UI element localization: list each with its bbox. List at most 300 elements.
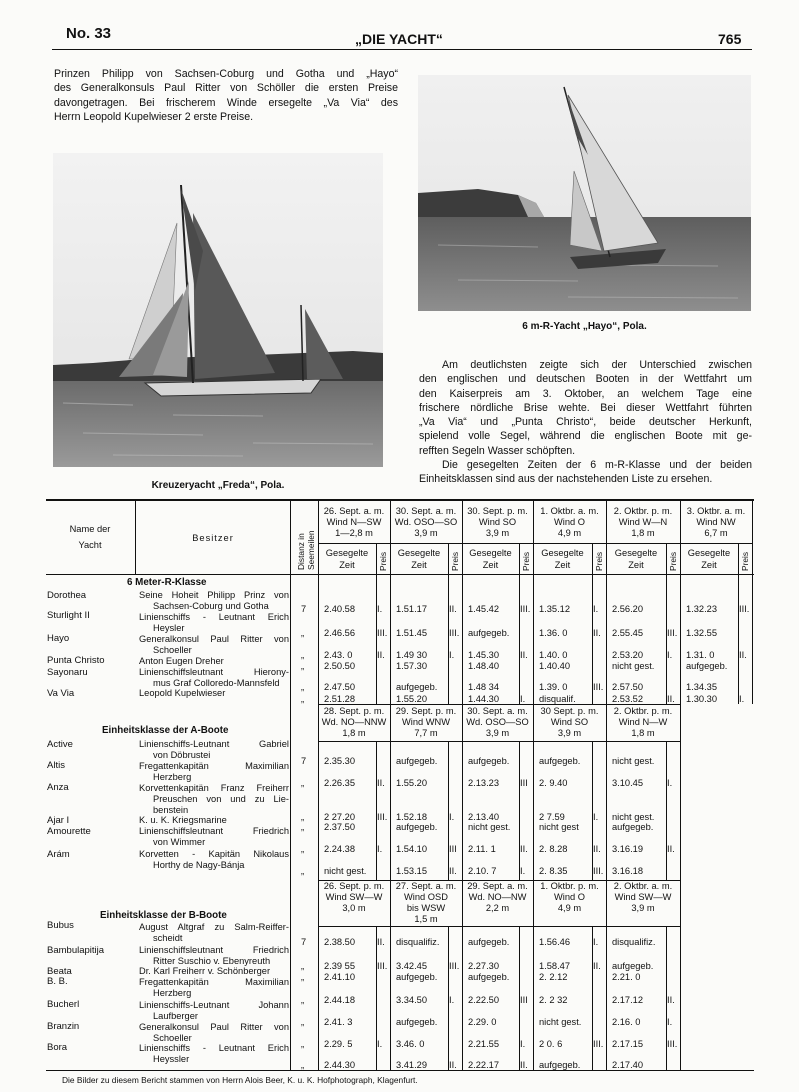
- time-value: 2.29. 0: [468, 1017, 497, 1027]
- table-bottom-rule: [46, 1070, 754, 1071]
- race-header-line: 3,9 m: [631, 903, 655, 913]
- yacht-name: Dorothea: [47, 590, 87, 601]
- prize-value: I.: [593, 604, 599, 614]
- race-header-line: Wind O: [554, 517, 585, 527]
- distance: 7: [301, 756, 307, 766]
- race-header-line: 3,9 m: [557, 728, 582, 738]
- owner: Linienschiffs-Leutnant Gabriel von Döbrustei: [139, 739, 289, 760]
- prize-divider: [592, 741, 593, 880]
- prize-divider: [448, 543, 449, 704]
- table-top-rule: [46, 499, 754, 501]
- race-header-line: 27. Sept. a. m.: [395, 881, 457, 891]
- distance: 7: [301, 604, 307, 614]
- time-value: 2. 8.35: [539, 866, 568, 876]
- distance-col-right: [318, 501, 319, 1070]
- race-header-line: 3,9 m: [485, 728, 510, 738]
- prize-value: III.: [593, 682, 604, 692]
- time-value: 1.30.30: [686, 694, 718, 704]
- table-vline: [680, 880, 681, 1070]
- time-value: 3.16.18: [612, 866, 644, 876]
- race-header: [390, 881, 462, 925]
- body-line: refften Segeln Wasser schöpften.: [419, 444, 576, 457]
- race-header-line: 1. Oktbr. a. m.: [540, 506, 599, 516]
- distance: „: [301, 1039, 305, 1049]
- time-value: aufgegeb.: [468, 756, 510, 766]
- intro-line: Prinzen Philipp von Sachsen-Coburg und Gotha und „Hayo“: [54, 68, 398, 80]
- time-value: aufgegeb.: [468, 628, 510, 638]
- race-header: [318, 881, 390, 914]
- race-header-line: Wind SO: [550, 717, 589, 727]
- time-value: disqualifiz.: [396, 937, 440, 947]
- time-value: 2.17.15: [612, 1039, 644, 1049]
- time-value: aufgegeb.: [468, 937, 510, 947]
- time-value: 1.54.10: [396, 844, 428, 854]
- time-value: 1.51.17: [396, 604, 428, 614]
- time-value: 3.42.45: [396, 961, 428, 971]
- time-value: 2. 8.28: [539, 844, 568, 854]
- time-value: 2.40.58: [324, 604, 356, 614]
- time-value: 2.39 55: [324, 961, 356, 971]
- time-value: aufgegeb.: [396, 682, 438, 692]
- time-value: 2.47.50: [324, 682, 356, 692]
- owner: Dr. Karl Freiherr v. Schönberger: [139, 966, 271, 976]
- time-value: disqualif.: [539, 694, 576, 704]
- prize-value: III: [520, 778, 528, 788]
- time-value: nicht gest.: [539, 1017, 582, 1027]
- distance: „: [301, 995, 305, 1005]
- race-header-line: 3. Oktbr. a. m.: [686, 506, 746, 516]
- race-header-line: Wind N—SW: [326, 517, 382, 527]
- table-vline: [680, 704, 681, 880]
- yacht-name: Branzin: [47, 1021, 80, 1032]
- race-header-line: Wd. NO—NNW: [321, 717, 387, 727]
- distance: „: [301, 682, 305, 692]
- time-value: 2.17.12: [612, 995, 644, 1005]
- time-value: 1.51.45: [396, 628, 428, 638]
- prize-value: I.: [377, 844, 383, 854]
- distance-col-left: [290, 501, 291, 1070]
- time-value: 1.58.47: [539, 961, 571, 971]
- time-value: aufgegeb.: [539, 756, 581, 766]
- race-header-line: Wind WNW: [401, 717, 451, 727]
- caption-hayo: 6 m-R-Yacht „Hayo“, Pola.: [522, 321, 647, 332]
- prize-value: III.: [593, 1039, 604, 1049]
- time-value: 1.32.55: [686, 628, 718, 638]
- race-header-line: Wd. OSO—SO: [394, 517, 458, 527]
- yacht-name: Anza: [47, 782, 69, 793]
- time-value: 1.35.12: [539, 604, 571, 614]
- time-value: 1.40. 0: [539, 650, 568, 660]
- time-value: 2.27.30: [468, 961, 500, 971]
- prize-value: III.: [449, 628, 460, 638]
- distance: „: [301, 812, 305, 822]
- race-header-line: 2,2 m: [485, 903, 510, 913]
- prize-value: III.: [377, 961, 388, 971]
- prize-value: II.: [593, 628, 601, 638]
- time-label: Gesegelte Zeit: [687, 548, 731, 570]
- prize-value: III.: [593, 866, 604, 876]
- race-header: [533, 706, 606, 739]
- race-header-line: Wind OSD: [404, 892, 448, 902]
- time-value: 2.43. 0: [324, 650, 353, 660]
- time-value: aufgegeb.: [612, 822, 654, 832]
- intro-line: Herrn Leopold Kupelwieser 2 erste Preise.: [54, 110, 254, 123]
- prize-divider: [738, 543, 739, 704]
- time-value: 2.56.20: [612, 604, 644, 614]
- time-value: 2.13.23: [468, 778, 500, 788]
- race-header: [533, 506, 606, 539]
- prize-value: III: [520, 995, 528, 1005]
- time-label: Gesegelte Zeit: [541, 548, 584, 570]
- prize-value: III.: [667, 1039, 678, 1049]
- footnote: Die Bilder zu diesem Bericht stammen von Herrn Alois Beer, K. u. K. Hofphotograph, Klagenfurt.: [62, 1075, 418, 1085]
- caption-freda: Kreuzeryacht „Freda“, Pola.: [151, 480, 285, 491]
- body-line: Am deutlichsten zeigte sich der Unterschied zwischen: [442, 359, 752, 371]
- prize-value: I.: [377, 604, 383, 614]
- page-number: 765: [718, 31, 742, 47]
- race-header-line: 7,7 m: [414, 728, 438, 738]
- time-value: nicht gest.: [324, 866, 367, 876]
- owner: Korvetten - Kapitän Nikolaus Horthy de Nagy-Bánja: [139, 849, 289, 870]
- race-header: [318, 506, 390, 539]
- a-head-top: [318, 704, 680, 705]
- distance: „: [301, 844, 305, 854]
- race-header-line: 6,7 m: [704, 528, 728, 538]
- race-header: [533, 881, 606, 914]
- owner: Fregattenkapitän Maximilian Herzberg: [139, 977, 289, 998]
- time-value: 2.35.30: [324, 756, 356, 766]
- prize-value: III.: [377, 812, 388, 822]
- time-value: nicht gest: [539, 822, 579, 832]
- prize-value: II.: [377, 650, 385, 660]
- prize-value: I.: [667, 650, 673, 660]
- distance: 7: [301, 937, 307, 947]
- distance: „: [301, 866, 305, 876]
- time-value: 2.29. 5: [324, 1039, 353, 1049]
- time-value: 1.45.30: [468, 650, 500, 660]
- time-value: 2.21.55: [468, 1039, 500, 1049]
- time-value: 1.39. 0: [539, 682, 568, 692]
- prize-value: II.: [449, 604, 457, 614]
- prize-value: III: [449, 844, 457, 854]
- race-header: [462, 881, 533, 914]
- race-header-line: 2. Oktbr. p. m.: [613, 506, 673, 516]
- prize-value: II.: [520, 844, 528, 854]
- intro-line: des Generalkonsuls Paul Ritter von Schöller die ersten Preise: [54, 82, 398, 95]
- distance: „: [301, 694, 305, 704]
- race-header-line: Wind N—W: [618, 717, 668, 727]
- distance: „: [301, 972, 305, 982]
- prize-label: Preis: [521, 551, 531, 571]
- section-title-6m: 6 Meter-R-Klasse: [127, 577, 207, 588]
- time-value: 2. 9.40: [539, 778, 568, 788]
- race-header-line: 26. Sept. p. m.: [323, 881, 385, 891]
- race-header-line: Wind SW—W: [325, 892, 383, 902]
- prize-value: II.: [667, 844, 675, 854]
- race-header: [318, 706, 390, 739]
- owner: Generalkonsul Paul Ritter von Schoeller: [139, 634, 289, 655]
- distance: „: [301, 1017, 305, 1027]
- yacht-name: Va Via: [47, 688, 75, 699]
- yacht-name: Bambulapitija: [47, 945, 105, 956]
- time-value: 2.10. 7: [468, 866, 497, 876]
- race-header: [390, 706, 462, 739]
- time-value: 1.53.15: [396, 866, 428, 876]
- owner: Linienschiffs - Leutnant Erich Heysler: [139, 612, 289, 633]
- prize-divider: [666, 543, 667, 704]
- time-value: 1.48 34: [468, 682, 500, 692]
- race-header-line: 3,9 m: [414, 528, 438, 538]
- prize-value: I.: [667, 1017, 673, 1027]
- race-header-line: Wind SO: [478, 517, 517, 527]
- time-value: 2.17.40: [612, 1060, 644, 1070]
- body-line: „Va Via“ und „Punta Christo“, beide deutscher Herkunft,: [419, 416, 752, 429]
- time-value: 2.55.45: [612, 628, 644, 638]
- time-value: 1.56.46: [539, 937, 571, 947]
- time-value: 1.49 30: [396, 650, 428, 660]
- race-header-line: 4,9 m: [557, 903, 582, 913]
- time-value: 1.32.23: [686, 604, 718, 614]
- owner: Linienschiffsleutnant Hierony- mus Graf Colloredo-Mannsfeld: [139, 667, 289, 688]
- prize-value: I.: [449, 995, 455, 1005]
- prize-divider: [592, 543, 593, 704]
- body-line: den englischen und deutschen Booten in der Wettfahrt um: [419, 373, 752, 386]
- time-value: 2.57.50: [612, 682, 644, 692]
- yacht-name: Bora: [47, 1042, 68, 1053]
- race-header: [606, 506, 680, 539]
- body-line: Einheitsklassen sind aus der nachstehenden Liste zu ersehen.: [419, 473, 713, 486]
- race-header-line: Wind W—N: [618, 517, 668, 527]
- prize-value: I.: [593, 937, 599, 947]
- prize-value: II.: [377, 778, 385, 788]
- yacht-name: Punta Christo: [47, 655, 105, 666]
- owner: Anton Eugen Dreher: [139, 656, 224, 666]
- body-line: Die gesegelten Zeiten der 6 m-R-Klasse und der beiden: [442, 459, 752, 472]
- time-value: 1.52.18: [396, 812, 428, 822]
- prize-value: I.: [520, 694, 526, 704]
- yacht-name: Bubus: [47, 920, 74, 931]
- yacht-name: Hayo: [47, 633, 70, 644]
- prize-value: II.: [667, 694, 675, 704]
- prize-label: Preis: [450, 551, 460, 571]
- time-label: Gesegelte Zeit: [325, 548, 369, 570]
- time-value: nicht gest.: [468, 822, 511, 832]
- race-header: [390, 506, 462, 539]
- race-header-line: 26. Sept. a. m.: [323, 506, 385, 516]
- time-value: 1.31. 0: [686, 650, 715, 660]
- col-header-owner: Besitzer: [192, 533, 234, 543]
- prize-value: III.: [449, 961, 460, 971]
- photo-hayo: [418, 75, 751, 311]
- race-header: [606, 881, 680, 914]
- race-header-line: 3,9 m: [485, 528, 510, 538]
- time-value: 2.21. 0: [612, 972, 641, 982]
- time-value: nicht gest.: [612, 756, 655, 766]
- yacht-name: Ajar I: [47, 815, 70, 826]
- prize-value: II.: [377, 937, 385, 947]
- race-header-line: Wd. OSO—SO: [466, 717, 529, 727]
- time-value: 2. 2 32: [539, 995, 568, 1005]
- race-header-line: 30 Sept. p. m.: [540, 706, 599, 716]
- race-header-line: 2. Oktbr. p. m.: [613, 706, 673, 716]
- race-header-line: 30. Sept. p. m.: [467, 506, 528, 516]
- time-value: 2.44.18: [324, 995, 356, 1005]
- prize-value: I.: [377, 1039, 383, 1049]
- table-vline: [752, 501, 753, 704]
- owner: K. u. K. Kriegsmarine: [139, 815, 227, 825]
- section-title-b: Einheitsklasse der B-Boote: [100, 910, 227, 921]
- time-value: 2 7.59: [539, 812, 565, 822]
- owner: Seine Hoheit Philipp Prinz von Sachsen-Coburg und Gotha: [139, 590, 289, 611]
- prize-value: II.: [449, 866, 457, 876]
- time-value: 2.41.10: [324, 972, 356, 982]
- time-value: aufgegeb.: [396, 972, 438, 982]
- race-header-line: 3,0 m: [342, 903, 366, 913]
- head-bottom-rule: [46, 574, 754, 575]
- time-value: 3.46. 0: [396, 1039, 425, 1049]
- issue-number: No. 33: [66, 25, 112, 42]
- owner: Linienschiffs - Leutnant Erich Heyssler: [139, 1043, 289, 1064]
- yacht-name: Sturlight II: [47, 610, 90, 621]
- time-label: Gesegelte Zeit: [397, 548, 441, 570]
- prize-label: Preis: [594, 551, 604, 571]
- race-header-line: Wind NW: [696, 517, 736, 527]
- race-header-line: 30. Sept. a. m.: [395, 506, 457, 516]
- prize-value: II.: [520, 1060, 528, 1070]
- time-value: aufgegeb.: [396, 822, 438, 832]
- time-value: aufgegeb.: [612, 961, 654, 971]
- time-value: 1.55.20: [396, 778, 428, 788]
- intro-paragraph: [54, 67, 398, 124]
- owner: Leopold Kupelwieser: [139, 688, 226, 698]
- distance: „: [301, 661, 305, 671]
- time-value: 2.11. 1: [468, 844, 496, 854]
- owner: Generalkonsul Paul Ritter von Schoeller: [139, 1022, 289, 1043]
- time-value: 2.41. 3: [324, 1017, 353, 1027]
- prize-value: I.: [593, 812, 599, 822]
- time-value: 2.37.50: [324, 822, 356, 832]
- prize-value: II.: [593, 844, 601, 854]
- prize-label: Preis: [740, 551, 750, 571]
- yacht-name: Altis: [47, 760, 65, 771]
- race-header-line: Wind SW—W: [614, 892, 672, 902]
- time-value: 2.51.28: [324, 694, 356, 704]
- prize-label: Preis: [668, 551, 678, 571]
- time-value: aufgegeb.: [396, 1017, 438, 1027]
- yacht-name: B. B.: [47, 976, 68, 987]
- time-value: aufgegeb.: [686, 661, 728, 671]
- time-value: 2.53.52: [612, 694, 644, 704]
- distance: „: [301, 1060, 305, 1070]
- body-line: spielend volle Segel, während die englischen Boote mit ge-: [419, 430, 752, 443]
- time-value: 3.34.50: [396, 995, 428, 1005]
- owner: Korvettenkapitän Franz Freiherr Preuschen von und zu Lie- benstein: [139, 783, 289, 815]
- yacht-name: Bucherl: [47, 999, 80, 1010]
- yacht-name: Active: [47, 739, 73, 750]
- b-head-bottom: [318, 926, 680, 927]
- prize-divider: [519, 741, 520, 880]
- time-value: 2.13.40: [468, 812, 500, 822]
- magazine-title: „DIE YACHT“: [355, 31, 443, 47]
- prize-value: I.: [667, 778, 673, 788]
- distance: „: [301, 961, 305, 971]
- body-paragraph: [419, 358, 752, 487]
- time-value: 3.16.19: [612, 844, 644, 854]
- yacht-name: Sayonaru: [47, 667, 88, 678]
- time-value: 2.22.50: [468, 995, 500, 1005]
- time-value: 1.36. 0: [539, 628, 568, 638]
- time-value: 2 0. 6: [539, 1039, 563, 1049]
- time-value: 2.16. 0: [612, 1017, 641, 1027]
- time-label: Gesegelte Zeit: [469, 548, 512, 570]
- prize-divider: [376, 741, 377, 880]
- time-value: 2 27.20: [324, 812, 356, 822]
- race-header-line: bis WSW: [406, 903, 446, 913]
- time-value: 3.10.45: [612, 778, 644, 788]
- body-line: frischere nördliche Brise wehte. Bei dieser Wettfahrt führten: [419, 401, 752, 414]
- race-header: [462, 706, 533, 739]
- prize-value: I.: [520, 866, 526, 876]
- race-header: [462, 506, 533, 539]
- time-value: 1.48.40: [468, 661, 500, 671]
- prize-value: II.: [520, 650, 528, 660]
- time-value: 3.41.29: [396, 1060, 428, 1070]
- photo-freda: [53, 153, 383, 467]
- prize-value: I.: [449, 650, 455, 660]
- owner: August Altgraf zu Salm-Reiffer- scheidt: [139, 922, 289, 943]
- prize-value: I.: [739, 694, 745, 704]
- body-line: den Kaiserpreis am 3. Oktober, an welchem Tage eine: [419, 387, 752, 400]
- time-label: Gesegelte Zeit: [614, 548, 658, 570]
- header-rule: [52, 49, 752, 50]
- race-header: [606, 706, 680, 739]
- prize-divider: [448, 741, 449, 880]
- prize-value: II.: [739, 650, 747, 660]
- race-header-line: 1,8 m: [631, 728, 655, 738]
- section-title-a: Einheitsklasse der A-Boote: [102, 725, 229, 736]
- prize-value: III.: [377, 628, 388, 638]
- prize-value: I.: [520, 1039, 526, 1049]
- owner: Fregattenkapitän Maximilian Herzberg: [139, 761, 289, 782]
- yacht-name: Amourette: [47, 826, 91, 837]
- time-value: 1.44.30: [468, 694, 500, 704]
- time-value: aufgegeb.: [396, 756, 438, 766]
- time-value: disqualifiz.: [612, 937, 656, 947]
- prize-divider: [376, 543, 377, 704]
- prize-value: II.: [667, 995, 675, 1005]
- distance: „: [301, 628, 305, 638]
- race-header-line: 1,8 m: [342, 728, 366, 738]
- col-header-name: Name der Yacht: [69, 524, 111, 550]
- prize-label: Preis: [378, 551, 388, 571]
- time-value: nicht gest.: [612, 661, 655, 671]
- time-value: 2.53.20: [612, 650, 644, 660]
- owner: Linienschiffs-Leutnant Johann Laufberger: [139, 1000, 289, 1021]
- time-value: nicht gest.: [612, 812, 655, 822]
- race-header-line: 1,8 m: [631, 528, 655, 538]
- a-head-bottom: [318, 741, 680, 742]
- distance: „: [301, 778, 305, 788]
- col-header-distance: Distanz in: [296, 533, 306, 570]
- race-header-line: 1—2,8 m: [335, 528, 373, 538]
- time-value: aufgegeb.: [468, 972, 510, 982]
- distance: „: [301, 650, 305, 660]
- time-value: 1.45.42: [468, 604, 500, 614]
- time-value: 2.50.50: [324, 661, 356, 671]
- prize-value: II.: [593, 961, 601, 971]
- head-subrule: [318, 543, 752, 544]
- owner: Linienschiffsleutnant Friedrich Ritter Suschio v. Ebenyreuth: [139, 945, 289, 966]
